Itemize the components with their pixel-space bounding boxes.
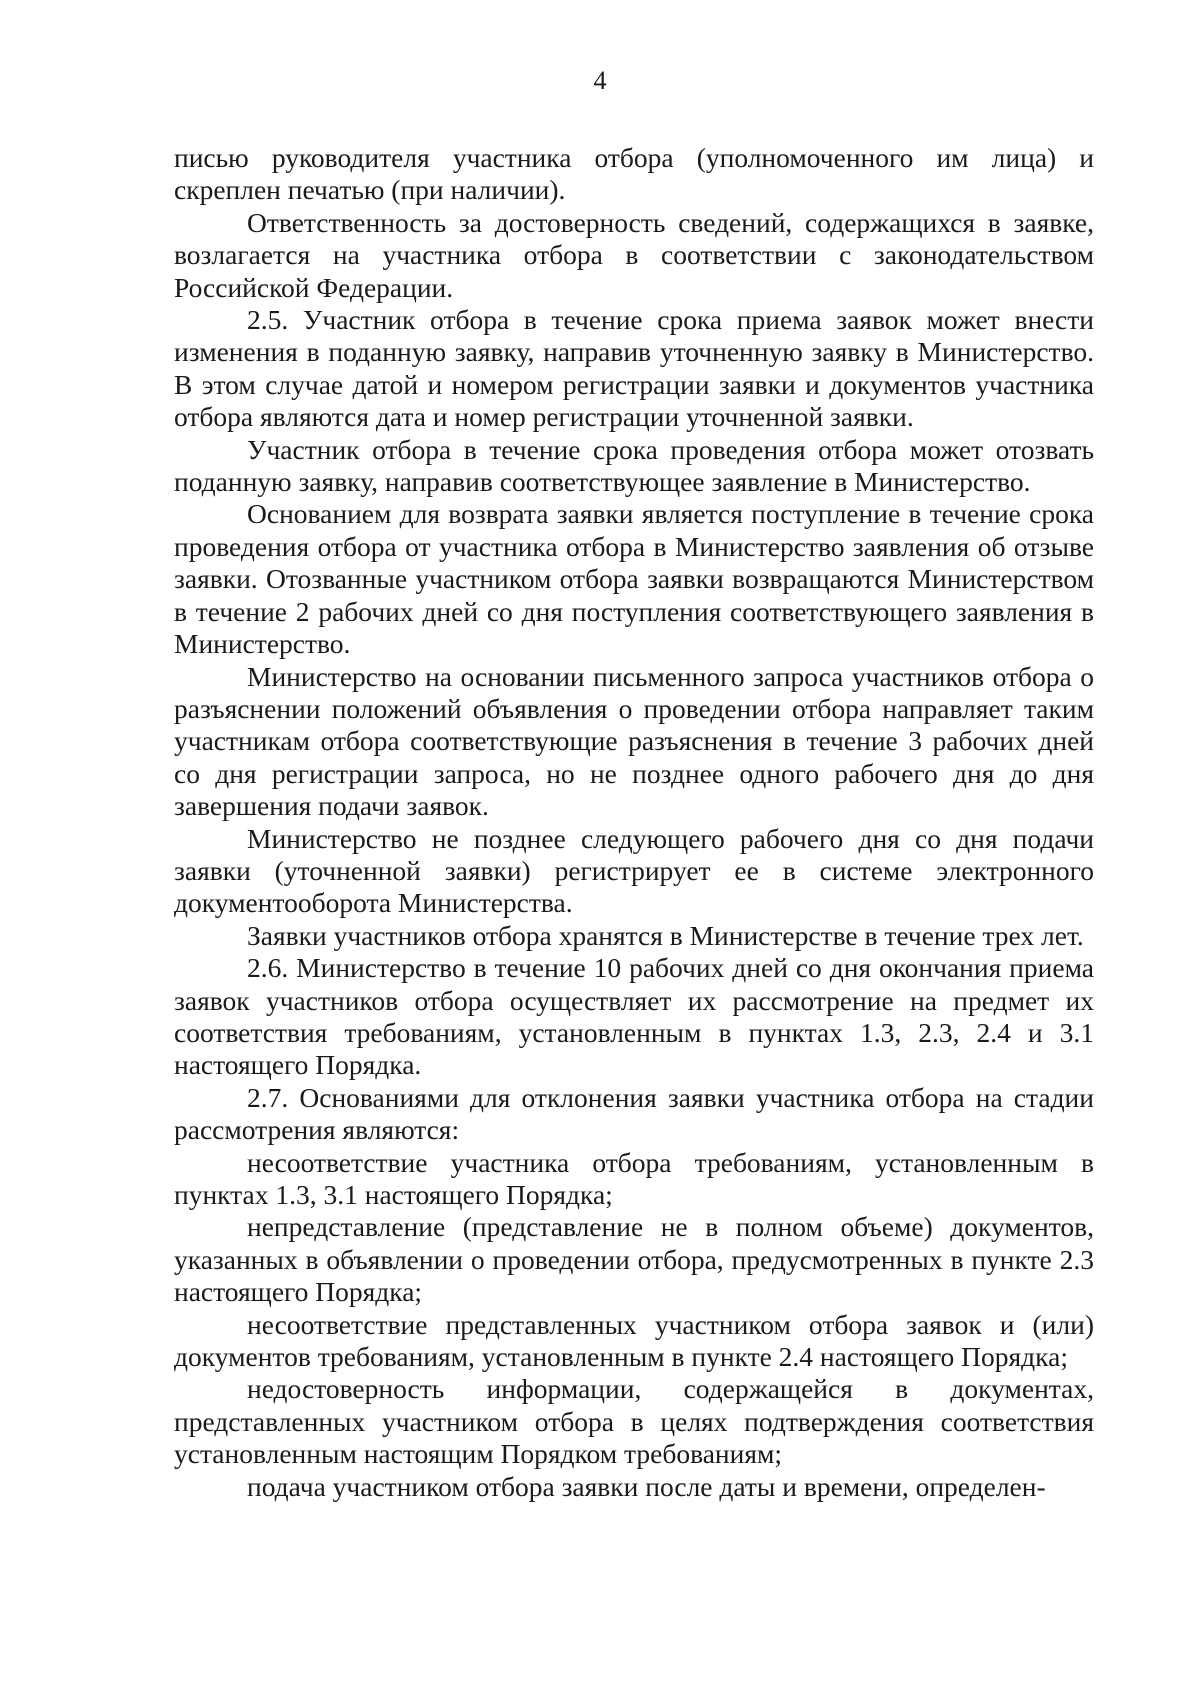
paragraph-registration: Министерство не позднее следующего рабочего дня со дня подачи заявки (уточненной заявки) регистрирует ее в системе электронного документооборота Министерства. <box>174 822 1094 919</box>
document-body <box>174 142 1094 1503</box>
list-item-missing-documents: непредставление (представление не в полном объеме) документов, указанных в объявлении о проведении отбора, предусмотренных в пункте 2.3 настоящего Порядка; <box>174 1211 1094 1308</box>
page-number: 4 <box>593 66 607 95</box>
paragraph-responsibility: Ответственность за достоверность сведений, содержащихся в заявке, возлагается на участника отбора в соответствии с законодательством Российской Федерации. <box>174 206 1094 303</box>
list-item-false-information: недостоверность информации, содержащейся в документах, представленных участником отбора в целях подтверждения соответствия установленным настоящим Порядком требованиям; <box>174 1373 1094 1470</box>
paragraph-continuation: писью руководителя участника отбора (уполномоченного им лица) и скреплен печатью (при наличии). <box>174 142 1094 206</box>
paragraph-storage: Заявки участников отбора хранятся в Министерстве в течение трех лет. <box>247 919 1084 951</box>
list-item-noncompliance-participant: несоответствие участника отбора требованиям, установленным в пунктах 1.3, 3.1 настоящего Порядка; <box>174 1146 1094 1210</box>
paragraph-2-6: 2.6. Министерство в течение 10 рабочих дней со дня окончания приема заявок участников отбора осуществляет их рассмотрение на предмет их соответствия требованиям, установленным в пунктах 1.3, 2.3, 2.4 и 3.1 настоящего Порядка. <box>174 952 1094 1081</box>
list-item-noncompliance-documents: несоответствие представленных участником отбора заявок и (или) документов требованиям, установленным в пункте 2.4 настоящего Порядка; <box>174 1308 1094 1373</box>
paragraph-return-grounds: Основанием для возврата заявки является поступление в течение срока проведения отбора от участника отбора в Министерство заявления об отзыве заявки. Отозванные участником отбора заявки возвращаются Министерством в течение 2 рабочих дней со дня поступления соответствующего заявления в Министерство. <box>174 498 1094 660</box>
paragraph-clarifications: Министерство на основании письменного запроса участников отбора о разъяснении положений объявления о проведении отбора направляет таким участникам отбора соответствующие разъяснения в течение 3 рабочих дней со дня регистрации запроса, но не позднее одного рабочего дня до дня завершения подачи заявок. <box>174 660 1094 822</box>
list-item-late-submission: подача участником отбора заявки после даты и времени, определен- <box>247 1470 1046 1502</box>
paragraph-withdrawal: Участник отбора в течение срока проведения отбора может отозвать поданную заявку, направив соответствующее заявление в Министерство. <box>174 433 1094 498</box>
paragraph-2-7: 2.7. Основаниями для отклонения заявки участника отбора на стадии рассмотрения являются: <box>174 1081 1094 1146</box>
paragraph-2-5: 2.5. Участник отбора в течение срока приема заявок может внести изменения в поданную заявку, направив уточненную заявку в Министерство. В этом случае датой и номером регистрации заявки и документов участника отбора являются дата и номер регистрации уточненной заявки. <box>174 304 1094 433</box>
